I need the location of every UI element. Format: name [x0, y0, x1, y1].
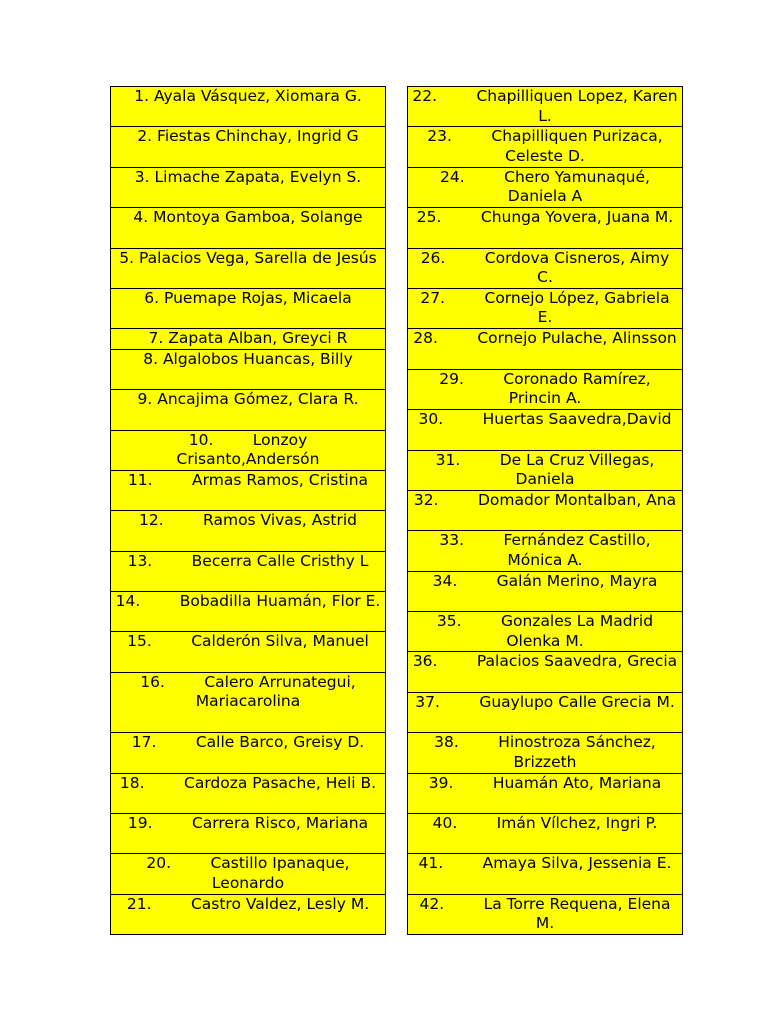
list-item [111, 289, 385, 329]
student-name: Cornejo López, Gabriela E. [484, 288, 675, 327]
list-item [408, 531, 682, 571]
list-item [111, 431, 385, 471]
student-name: Galán Merino, Mayra [496, 571, 658, 590]
student-name: Hinostroza Sánchez, Brizzeth [498, 733, 661, 771]
list-item [111, 208, 385, 248]
student-name: Palacios Saavedra, Grecia [476, 652, 678, 671]
list-item [408, 774, 682, 814]
list-item [111, 854, 385, 894]
list-item [408, 451, 682, 491]
student-name: Puemape Rojas, Micaela [164, 288, 352, 307]
item-number: 7. [148, 329, 164, 348]
student-name: Fernández Castillo, Mónica A. [503, 531, 656, 569]
list-item [111, 552, 385, 592]
student-name: Lonzoy Crisanto,Andersón [176, 430, 320, 469]
list-item [408, 814, 682, 854]
item-number: 32. [413, 490, 439, 509]
list-item [408, 612, 682, 652]
list-item [408, 652, 682, 692]
item-number: 14. [115, 592, 141, 611]
item-number: 42. [419, 894, 445, 913]
student-name: Ancajima Gómez, Clara R. [157, 390, 359, 409]
student-name: De La Cruz Villegas, Daniela [499, 450, 660, 489]
list-item [408, 410, 682, 450]
list-item [111, 87, 385, 127]
item-number: 36. [412, 652, 438, 671]
item-number: 10. [188, 430, 214, 449]
student-name: Coronado Ramírez, Princin A. [503, 369, 656, 408]
student-name: Becerra Calle Cristhy L [191, 551, 369, 570]
list-item [111, 592, 385, 632]
item-number: 3. [134, 167, 150, 186]
item-number: 15. [127, 632, 152, 651]
student-name: Zapata Alban, Greyci R [168, 329, 348, 348]
student-name: Calle Barco, Greisy D. [195, 733, 365, 752]
student-name: Chero Yamunaqué, Daniela A [504, 167, 655, 206]
item-number: 20. [146, 854, 172, 873]
list-item [111, 511, 385, 551]
student-name: Palacios Vega, Sarella de Jesús [139, 248, 377, 267]
item-number: 16. [140, 672, 165, 691]
list-item [408, 491, 682, 531]
list-item [408, 127, 682, 167]
item-number: 2. [137, 127, 153, 146]
student-name: Chunga Yovera, Juana M. [480, 208, 674, 227]
student-name: Ramos Vivas, Astrid [203, 511, 358, 530]
student-name: Montoya Gamboa, Solange [153, 208, 363, 227]
item-number: 33. [439, 531, 465, 550]
item-number: 4. [133, 208, 149, 227]
student-name: Huamán Ato, Mariana [492, 773, 662, 792]
item-number: 35. [436, 612, 462, 631]
list-item [111, 632, 385, 672]
list-item [111, 814, 385, 854]
student-name: Amaya Silva, Jessenia E. [482, 854, 672, 873]
list-item [408, 693, 682, 733]
list-item [408, 370, 682, 410]
list-item [408, 854, 682, 894]
student-name: Calderón Silva, Manuel [191, 632, 369, 651]
student-name: Armas Ramos, Cristina [192, 470, 369, 489]
list-item [111, 673, 385, 733]
item-number: 38. [434, 733, 459, 752]
list-item [408, 329, 682, 369]
item-number: 24. [440, 167, 465, 186]
list-item [111, 329, 385, 349]
student-name: Cardoza Pasache, Heli B. [184, 773, 377, 792]
list-item [408, 87, 682, 127]
list-item [111, 471, 385, 511]
item-number: 40. [432, 814, 458, 833]
student-name: Calero Arrunategui, Mariacarolina [195, 672, 361, 711]
student-name: Chapilliquen Purizaca, Celeste D. [491, 127, 668, 165]
list-item [408, 895, 682, 935]
item-number: 28. [413, 329, 438, 348]
student-list-left [110, 86, 386, 935]
student-list-right [407, 86, 683, 935]
item-number: 22. [412, 87, 438, 105]
student-name: Gonzales La Madrid Olenka M. [500, 612, 659, 650]
student-name: Cornejo Pulache, Alinsson [477, 329, 677, 348]
list-item [111, 895, 385, 935]
student-name: Imán Vílchez, Ingri P. [496, 814, 658, 833]
list-item [408, 289, 682, 329]
item-number: 11. [127, 470, 153, 489]
list-item [408, 733, 682, 773]
item-number: 12. [138, 511, 164, 530]
list-item [111, 168, 385, 208]
student-name: Chapilliquen Lopez, Karen L. [476, 87, 683, 125]
item-number: 39. [428, 773, 454, 792]
student-name: Castro Valdez, Lesly M. [190, 894, 370, 913]
item-number: 9. [137, 390, 153, 409]
student-name: Fiestas Chinchay, Ingrid G [157, 127, 359, 146]
item-number: 21. [126, 894, 152, 913]
item-number: 1. [134, 87, 149, 105]
item-number: 6. [144, 288, 160, 307]
student-name: Cordova Cisneros, Aimy C. [484, 248, 675, 287]
item-number: 23. [427, 127, 452, 146]
list-item [111, 127, 385, 167]
item-number: 41. [418, 854, 444, 873]
student-name: Guaylupo Calle Grecia M. [479, 692, 675, 711]
list-item [111, 350, 385, 390]
list-item [111, 390, 385, 430]
item-number: 13. [127, 551, 153, 570]
item-number: 29. [439, 369, 464, 388]
list-item [408, 572, 682, 612]
student-name: Castillo Ipanaque, Leonardo [210, 854, 355, 892]
item-number: 26. [420, 248, 446, 267]
list-item [408, 168, 682, 208]
student-name: Huertas Saavedra,David [482, 410, 672, 429]
student-name: Algalobos Huancas, Billy [162, 349, 353, 368]
item-number: 31. [435, 450, 461, 469]
item-number: 19. [127, 814, 153, 833]
item-number: 27. [420, 288, 446, 307]
student-name: La Torre Requena, Elena M. [483, 894, 676, 933]
item-number: 34. [432, 571, 458, 590]
item-number: 18. [119, 773, 145, 792]
student-name: Bobadilla Huamán, Flor E. [179, 592, 381, 611]
list-item [111, 774, 385, 814]
student-name: Domador Montalban, Ana [477, 490, 677, 509]
item-number: 25. [416, 208, 442, 227]
student-name: Carrera Risco, Mariana [191, 814, 369, 833]
item-number: 5. [119, 248, 135, 267]
item-number: 17. [131, 733, 157, 752]
student-name: Limache Zapata, Evelyn S. [154, 167, 362, 186]
item-number: 30. [418, 410, 444, 429]
list-item [111, 733, 385, 773]
item-number: 8. [143, 349, 158, 368]
student-name: Ayala Vásquez, Xiomara G. [153, 87, 362, 105]
item-number: 37. [415, 692, 440, 711]
list-item [408, 249, 682, 289]
list-item [408, 208, 682, 248]
list-item [111, 249, 385, 289]
